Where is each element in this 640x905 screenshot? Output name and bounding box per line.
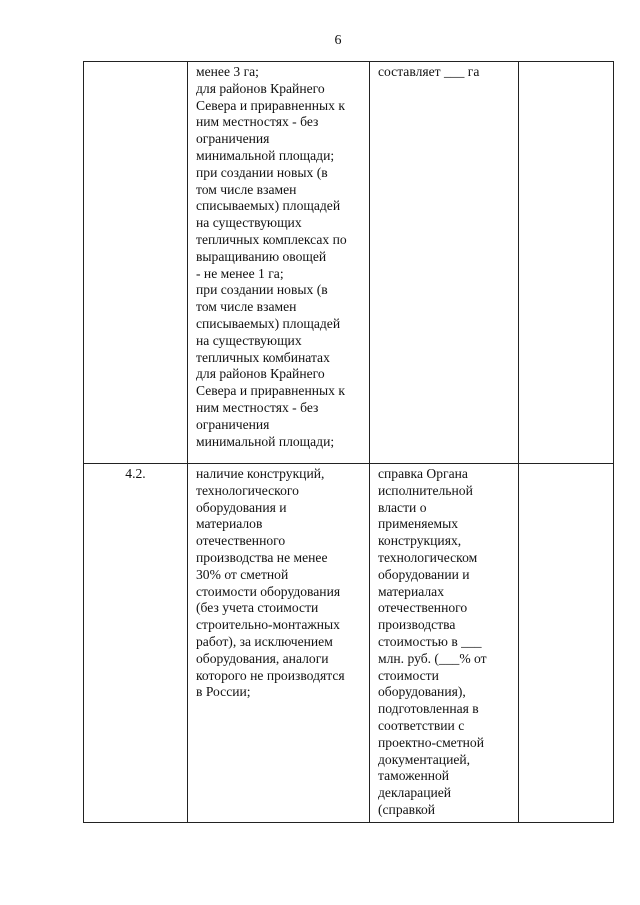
cell-text-line: на существующих	[196, 215, 302, 231]
cell-text-line: стоимости оборудования	[196, 583, 341, 599]
row-number-cell: 4.2.	[84, 464, 188, 823]
cell-text-line: Севера и приравненных к	[196, 383, 345, 399]
cell-text-line: технологического	[196, 482, 299, 498]
cell-text-line: исполнительной	[378, 482, 473, 498]
cell-text-line: таможенной	[378, 768, 450, 784]
cell-text-line: наличие конструкций,	[196, 466, 325, 481]
cell-text-line: на существующих	[196, 332, 302, 348]
cell-text-line: конструкциях,	[378, 533, 462, 549]
cell-text-line: при создании новых (в	[196, 164, 328, 180]
cell-text-line: производства	[378, 617, 456, 633]
table-row	[84, 464, 614, 823]
cell-text-line: списываемых) площадей	[196, 315, 341, 331]
cell-text-line: строительно-монтажных	[196, 617, 340, 633]
cell-text-line: стоимости	[378, 667, 439, 683]
cell-text-line: документацией,	[378, 751, 471, 767]
cell-text-line: 30% от сметной	[196, 566, 289, 582]
cell-text-line: справка Органа	[378, 466, 468, 481]
cell-text-line: (без учета стоимости	[196, 600, 319, 616]
cell-text-line: составляет ___ га	[378, 64, 480, 79]
cell-text-line: минимальной площади;	[196, 433, 335, 449]
cell-text-line: (справкой	[378, 801, 436, 817]
cell-text-line: тепличных комбинатах	[196, 349, 330, 365]
cell-text-line: отечественного	[196, 533, 286, 549]
cell-text-line: менее 3 га;	[196, 64, 259, 79]
cell-text-line: для районов Крайнего	[196, 366, 325, 382]
requirement-cell	[188, 464, 370, 823]
cell-text-line: оборудовании и	[378, 566, 470, 582]
cell-text-line: при создании новых (в	[196, 282, 328, 298]
cell-text-line: которого не производятся	[196, 667, 345, 683]
cell-text-line: млн. руб. (___% от	[378, 650, 487, 666]
extra-cell	[519, 62, 614, 464]
cell-text-line: ограничения	[196, 416, 270, 432]
cell-text-line: технологическом	[378, 549, 478, 565]
cell-text-line: ним местностях - без	[196, 399, 319, 415]
cell-text-line: оборудования),	[378, 684, 466, 700]
requirement-cell	[188, 62, 370, 464]
document-cell	[370, 464, 519, 823]
cell-text-line: работ), за исключением	[196, 633, 333, 649]
cell-text-line: выращиванию овощей	[196, 248, 327, 264]
cell-text-line: - не менее 1 га;	[196, 265, 284, 281]
cell-text-line: декларацией	[378, 785, 452, 801]
cell-text-line: производства не менее	[196, 549, 328, 565]
cell-text-line: ограничения	[196, 131, 270, 147]
cell-text-line: применяемых	[378, 516, 459, 532]
cell-text-line: тепличных комплексах по	[196, 231, 347, 247]
cell-text-line: для районов Крайнего	[196, 80, 325, 96]
cell-text-line: минимальной площади;	[196, 147, 335, 163]
cell-text-line: оборудования, аналоги	[196, 650, 329, 666]
cell-text-line: ним местностях - без	[196, 114, 319, 130]
cell-text-line: подготовленная в	[378, 701, 479, 717]
extra-cell	[519, 464, 614, 823]
cell-text-line: в России;	[196, 684, 251, 700]
requirements-table	[83, 61, 614, 823]
cell-text-line: том числе взамен	[196, 299, 297, 315]
cell-text-line: стоимостью в ___	[378, 633, 482, 649]
cell-text-line: списываемых) площадей	[196, 198, 341, 214]
cell-text-line: материалов	[196, 516, 263, 532]
page-number: 6	[334, 33, 342, 48]
cell-text-line: соответствии с	[378, 717, 465, 733]
cell-text-line: оборудования и	[196, 499, 287, 515]
cell-text-line: власти о	[378, 499, 427, 515]
cell-text-line: отечественного	[378, 600, 468, 616]
document-cell	[370, 62, 519, 464]
cell-text-line: Севера и приравненных к	[196, 97, 345, 113]
cell-text-line: проектно-сметной	[378, 734, 484, 750]
cell-text-line: том числе взамен	[196, 181, 297, 197]
row-number-cell	[84, 62, 188, 464]
cell-text-line: материалах	[378, 583, 445, 599]
table-row	[84, 62, 614, 464]
